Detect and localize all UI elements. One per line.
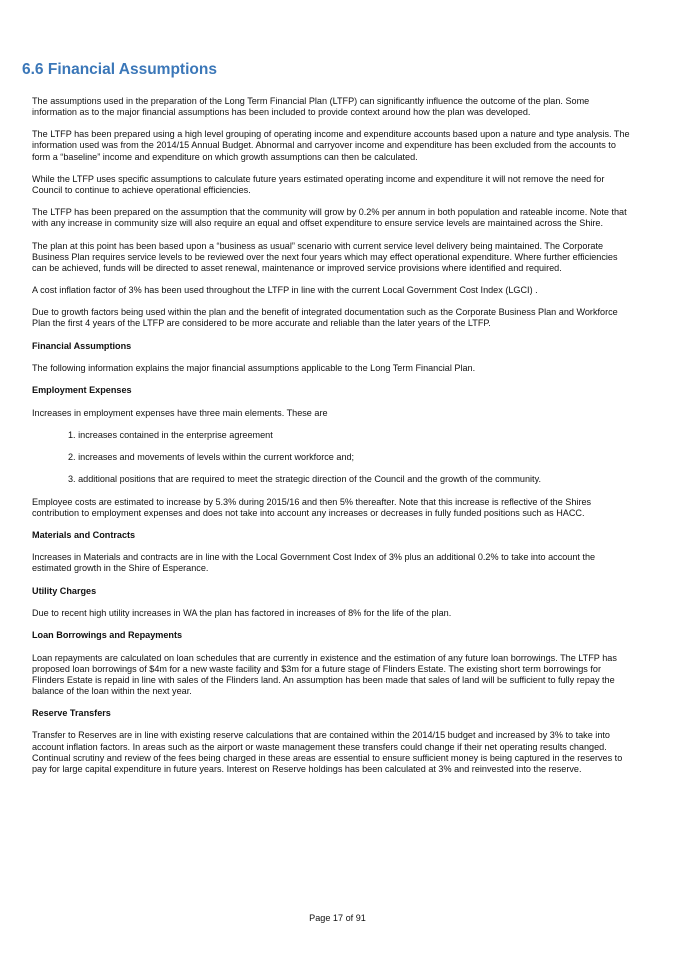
materials-contracts-text: Increases in Materials and contracts are in line with the Local Government Cost Index of 3% plus an additional 0.2% to take into account the estimated growth in the Shire of Esperance. [32,552,596,574]
section-heading: 6.6 Financial Assumptions [22,61,217,78]
intro-paragraph-6: A cost inflation factor of 3% has been used throughout the LTFP in line with the current Local Government Cost Index (LGCI) . [32,285,538,296]
employment-expenses-intro: Increases in employment expenses have three main elements. These are [32,407,328,418]
utility-charges-text: Due to recent high utility increases in WA the plan has factored in increases of 8% for the life of the plan. [32,608,452,618]
loan-borrowings-title: Loan Borrowings and Repayments [32,630,183,641]
materials-contracts-title: Materials and Contracts [32,530,136,541]
list-item: 2. increases and movements of levels within the current workforce and; [68,452,355,463]
list-item: 3. additional positions that are required to meet the strategic direction of the Council and the growth of the community. [68,474,541,485]
financial-assumptions-text: The following information explains the major financial assumptions applicable to the Long Term Financial Plan. [32,363,476,373]
utility-charges-title: Utility Charges [32,585,97,596]
intro-paragraph-2: The LTFP has been prepared using a high level grouping of operating income and expenditure accounts based upon a nature and type analysis. The information used was from the 2014/15 Annual Budget. Abnormal and carryover income and expenditure has been excluded from the accounts to form a “baseline” income and expenditure on which growth assumptions can then be calculated. [32,129,630,162]
loan-borrowings-text: Loan repayments are calculated on loan schedules that are currently in existence and the estimation of any future loan borrowings. The LTFP has proposed loan borrowings of $4m for a new waste facility and $3m for a future stage of Flinders Estate. The existing short term borrowings for Flinders Estate is repaid in line with sales of the Flinders land. An assumption has been made that sales of land will be sufficient to fully repay the balance of the loan within the next year. [32,652,617,696]
page-number: Page 17 of 91 [309,913,366,923]
reserve-transfers-text: Transfer to Reserves are in line with existing reserve calculations that are contained within the 2014/15 budget and increased by 3% to take into account inflation factors. In areas such as the airport or waste management these transfers could change if their net operating results changed. Continual scrutiny and review of the fees being charged in these areas are essential to ensure sufficient money is being captured in the reserves to pay for large capital expenditure in future years. Interest on Reserve holdings has been calculated at 3% and reinvested into the reserve. [32,730,623,774]
intro-paragraph-5: The plan at this point has been based upon a “business as usual” scenario with current service level delivery being maintained. The Corporate Business Plan requires service levels to be reviewed over the next four years which may effect operational expenditure. Where further efficiencies can be achieved, funds will be directed to asset renewal, maintenance or improved service provisions where identified and required. [32,240,618,273]
employment-expenses-title: Employment Expenses [32,385,132,396]
employment-elements-list [32,430,632,486]
reserve-transfers-title: Reserve Transfers [32,708,111,719]
employment-expenses-text: Employee costs are estimated to increase by 5.3% during 2015/16 and then 5% thereafter. Note that this increase is reflective of the Shires contribution to employment expenses and does not take into account any increases or decreases in fully funded positions such as HACC. [32,496,592,518]
intro-paragraph-3: While the LTFP uses specific assumptions to calculate future years estimated operating income and expenditure it will not remove the need for Council to continue to achieve operational efficiencies. [32,173,605,195]
intro-paragraph-7: Due to growth factors being used within the plan and the benefit of integrated documentation such as the Corporate Business Plan and Workforce Plan the first 4 years of the LTFP are considered to be more accurate and reliable than the later years of the LTFP. [32,307,618,329]
financial-assumptions-title: Financial Assumptions [32,340,132,351]
document-body [32,96,632,786]
list-item: 1. increases contained in the enterprise agreement [68,429,273,440]
intro-paragraph-1: The assumptions used in the preparation of the Long Term Financial Plan (LTFP) can significantly influence the outcome of the plan. Some information as to the major financial assumptions has been included to provide context around how the plan was developed. [32,96,590,118]
intro-paragraph-4: The LTFP has been prepared on the assumption that the community will grow by 0.2% per annum in both population and rateable income. Note that with any increase in community size will also require an equal and offset expenditure to ensure service levels are maintained across the Shire. [32,207,627,229]
